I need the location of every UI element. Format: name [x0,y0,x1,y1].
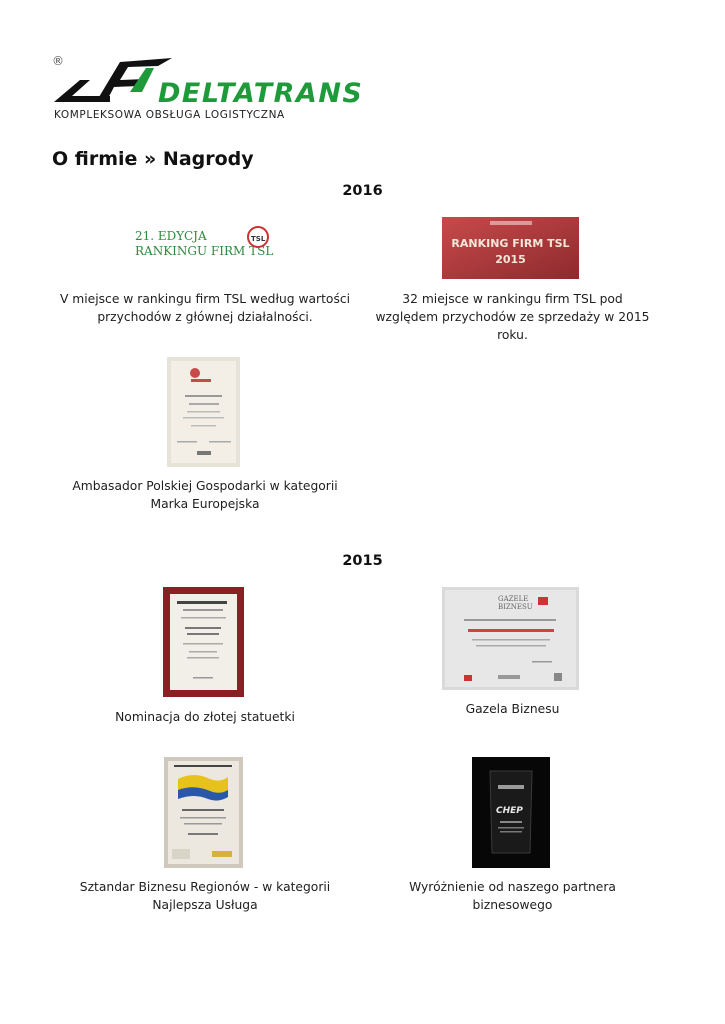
award-caption: Nominacja do złotej statuetki [115,710,295,724]
svg-text:GAZELE: GAZELE [498,595,529,603]
svg-text:CHEP: CHEP [496,806,523,816]
year-heading-2016: 2016 [342,183,383,199]
logo-tagline: KOMPLEKSOWA OBSŁUGA LOGISTYCZNA [54,109,285,121]
award-caption: Wyróżnienie od naszego partnera biznesowego [409,880,616,912]
award-image-ranking-21 [130,215,275,265]
award-caption: 32 miejsce w rankingu firm TSL pod względem przychodów ze sprzedaży w 2015 roku. [375,292,650,342]
registered-mark: ® [52,54,64,68]
award-caption: Sztandar Biznesu Regionów - w kategorii Najlepsza Usługa [79,880,331,912]
svg-text:RANKINGU FIRM TSL: RANKINGU FIRM TSL [135,244,274,258]
year-heading-2015: 2015 [342,553,383,569]
svg-text:TSL: TSL [251,235,266,243]
page-title: O firmie » Nagrody [52,148,254,170]
svg-text:BIZNESU: BIZNESU [498,603,533,611]
award-image-nominacja-certificate [163,587,244,697]
svg-text:2015: 2015 [495,253,526,266]
deltatrans-logo-icon [50,52,380,112]
svg-text:21. EDYCJA: 21. EDYCJA [135,229,207,243]
award-image-ranking-2015 [442,217,579,279]
svg-text:RANKING FIRM TSL: RANKING FIRM TSL [451,237,570,250]
award-caption: Gazela Biznesu [465,702,560,716]
company-logo [50,52,380,122]
award-caption: V miejsce w rankingu firm TSL według wartości przychodów z głównej działalności. [59,292,351,324]
award-image-gazela-biznesu [442,587,579,690]
award-image-ambasador-certificate [167,357,240,467]
award-caption: Ambasador Polskiej Gospodarki w kategorii Marka Europejska [72,479,338,511]
award-image-chep-partner [472,757,550,868]
award-image-sztandar-biznesu [164,757,243,868]
svg-text:DELTATRANS: DELTATRANS [158,78,364,109]
